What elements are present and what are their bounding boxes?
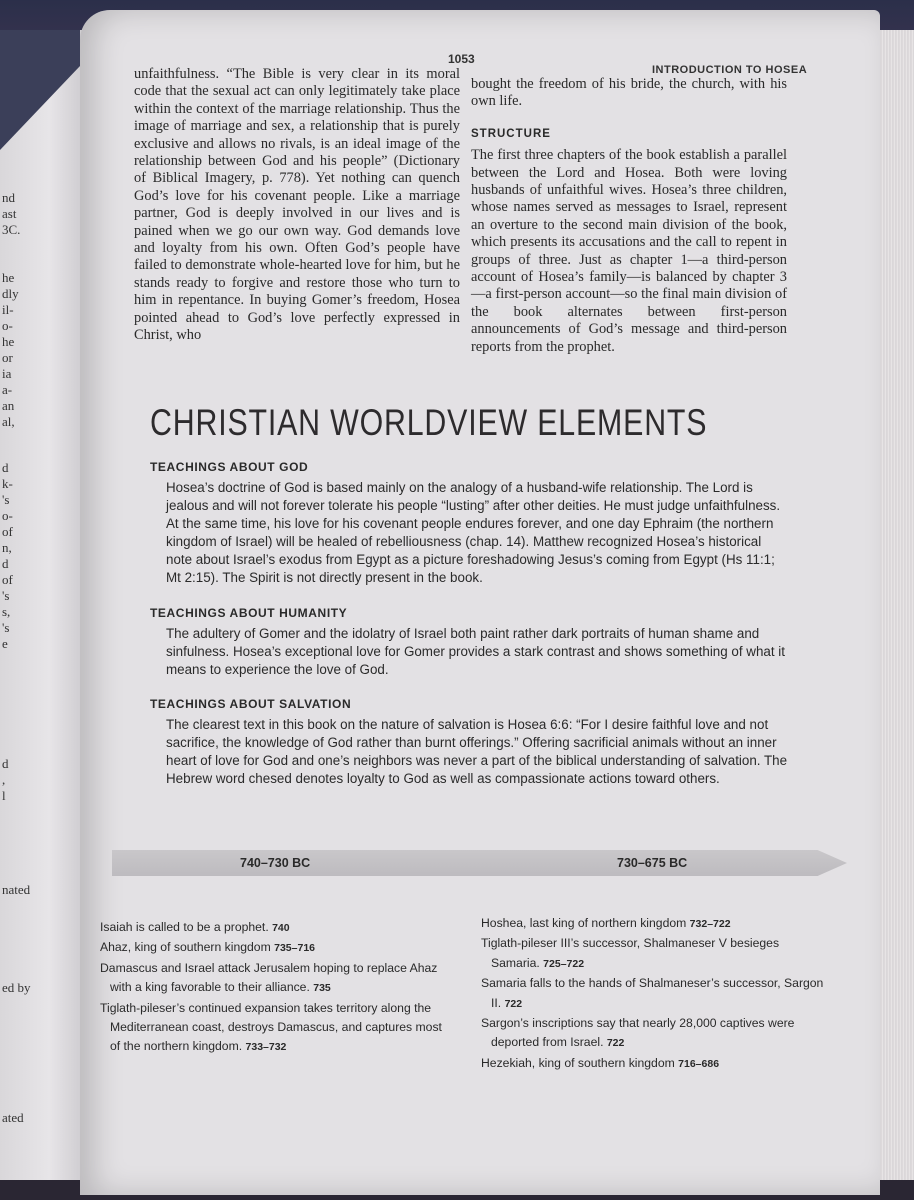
left-page-fragment: an <box>2 398 15 413</box>
left-page-fragment: k- <box>2 476 13 491</box>
timeline-event: Hoshea, last king of northern kingdom 732–722 <box>481 916 731 930</box>
right-column-intro: bought the freedom of his bride, the church, with his own life. <box>471 76 787 110</box>
left-page-fragment: e <box>2 636 8 651</box>
timeline-left-range: 740–730 BC <box>240 856 311 870</box>
page-number: 1053 <box>448 52 475 66</box>
left-page-fragment: ast <box>2 206 17 221</box>
left-page-fragment: nated <box>2 882 31 897</box>
left-page-fragment: o- <box>2 318 13 333</box>
left-page-fragment: nd <box>2 190 15 205</box>
left-page-fragment: ated <box>2 1110 24 1125</box>
left-page-fragment: l <box>2 788 6 803</box>
section-title: CHRISTIAN WORLDVIEW ELEMENTS <box>150 402 708 443</box>
left-page-fragment: 's <box>2 492 10 507</box>
timeline-event: Ahaz, king of southern kingdom 735–716 <box>100 940 316 955</box>
left-page-fragment: of <box>2 572 13 587</box>
running-head: INTRODUCTION TO HOSEA <box>652 64 808 76</box>
teachings-heading: TEACHINGS ABOUT GOD <box>150 460 309 474</box>
teachings-heading: TEACHINGS ABOUT HUMANITY <box>150 606 348 620</box>
left-page-fragment: 's <box>2 620 10 635</box>
timeline-event: Damascus and Israel attack Jerusalem hoping to replace Ahaz with a king favorable to their alliance. 735 <box>100 960 438 995</box>
left-column <box>134 66 460 345</box>
left-page-fragment: d <box>2 460 9 475</box>
left-page-fragment: or <box>2 350 13 365</box>
left-page-fragment: n, <box>2 540 12 555</box>
left-page-fragment: s, <box>2 604 11 619</box>
teachings-about-salvation <box>150 697 790 788</box>
left-page-fragment: , <box>2 772 6 787</box>
structure-heading: STRUCTURE <box>471 127 551 140</box>
timeline-event: Isaiah is called to be a prophet. 740 <box>100 920 290 934</box>
left-page-fragment: of <box>2 524 13 539</box>
left-page-fragment: ed by <box>2 980 31 995</box>
timeline-event: Hezekiah, king of southern kingdom 716–686 <box>481 1055 720 1070</box>
timeline-event: Samaria falls to the hands of Shalmaneser’s successor, Sargon II. 722 <box>481 976 824 1010</box>
structure-text: The first three chapters of the book establish a parallel between the Lord and Hosea. Both were loving husbands of unfaithful wives. Hosea’s three children, whose names served as messages to Israel, represent an overture to the second main division of the book, which presents its accusations and the call to repent in groups of three. Just as chapter 1—a third-person account of Hosea’s family—is balanced by chapter 3—a first-person account—so the final main division of the book alternates between first-person announcements of God’s message and third-person reports from the prophet. <box>471 147 787 355</box>
timeline-right-events <box>481 914 831 1074</box>
left-page-fragment: d <box>2 756 9 771</box>
left-page-fragment: il- <box>2 302 14 317</box>
right-column <box>471 76 787 356</box>
teachings-text: The adultery of Gomer and the idolatry of Israel both paint rather dark portraits of human shame and sinfulness. Hosea’s exceptional love for Gomer provides a stark contrast and shows something of what it means to experience the love of God. <box>166 626 786 678</box>
left-page-edge <box>0 30 82 1180</box>
teachings-about-god <box>150 460 790 588</box>
teachings-about-humanity <box>150 606 790 679</box>
left-page-fragment: al, <box>2 414 15 429</box>
left-page-fragment: 's <box>2 588 10 603</box>
timeline-event: Tiglath-pileser’s continued expansion takes territory along the Mediterranean coast, destroys Damascus, and captures most of the northern kingdom. 733–732 <box>100 1000 442 1054</box>
teachings-text: The clearest text in this book on the nature of salvation is Hosea 6:6: “For I desire faithful love and not sacrifice, the knowledge of God rather than burnt offerings.” Offering sacrificial animals without an inner heart of love for God and one’s neighbors was never a part of the biblical understanding of salvation. The Hebrew word chesed denotes loyalty to God as well as compassionate actions toward others. <box>166 717 788 787</box>
left-page-fragment: dly <box>2 286 19 301</box>
timeline-event: Tiglath-pileser III’s successor, Shalmaneser V besieges Samaria. 725–722 <box>481 936 780 970</box>
left-page-fragment: he <box>2 270 15 285</box>
timeline-right-range: 730–675 BC <box>617 856 688 870</box>
left-column-text: unfaithfulness. “The Bible is very clear in its moral code that the sexual act can only legitimately take place within the context of the marriage relationship. Thus the image of marriage and sex, a relationship that is purely exclusive and allows no rivals, is an ideal image of the relationship between God and his people” (Dictionary of Biblical Imagery, p. 778). Yet nothing can quench God’s love for his covenant people. Like a marriage partner, God is deeply involved in our lives and is pained when we go our own way. God demands love and loyalty from his own. Often God’s people have failed to demonstrate whole-hearted love for him, but he stands ready to forgive and restore those who turn to him in repentance. In buying Gomer’s freedom, Hosea pointed ahead to God’s love perfectly expressed in Christ, who <box>134 66 460 344</box>
left-page-fragment: ia <box>2 366 12 381</box>
left-page-fragment: a- <box>2 382 13 397</box>
left-page-fragment: d <box>2 556 9 571</box>
timeline-left-events <box>100 918 445 1058</box>
left-page-fragment: he <box>2 334 15 349</box>
left-page-fragment: 3C. <box>2 222 21 237</box>
left-page-fragment: o- <box>2 508 13 523</box>
teachings-text: Hosea’s doctrine of God is based mainly on the analogy of a husband-wife relationship. The Lord is jealous and will not forever tolerate his people “lusting” after other deities. He must judge unfaithfulness. At the same time, his love for his covenant people endures forever, and one day Ephraim (the northern kingdom of Israel) will be healed of rebelliousness (chap. 14). Matthew recognized Hosea’s historical note about Israel’s exodus from Egypt as a picture foreshadowing Jesus’s coming from Egypt (Hs 11:1; Mt 2:15). The Spirit is not directly present in the book. <box>166 480 781 586</box>
timeline-band <box>112 850 847 876</box>
timeline-event: Sargon’s inscriptions say that nearly 28,000 captives were deported from Israel. 722 <box>481 1016 795 1050</box>
book-cover <box>0 30 80 150</box>
teachings-heading: TEACHINGS ABOUT SALVATION <box>150 697 352 711</box>
